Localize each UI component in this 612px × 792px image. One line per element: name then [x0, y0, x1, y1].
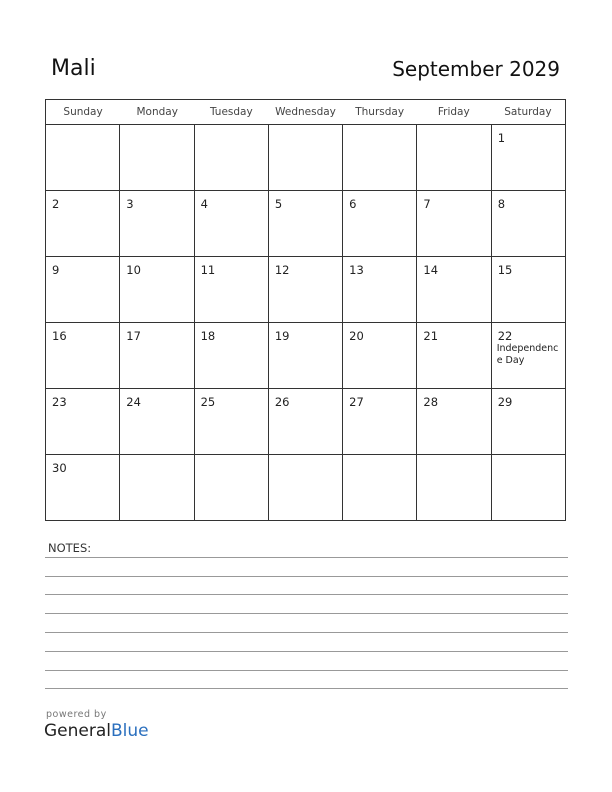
- day-number: 8: [497, 197, 506, 211]
- day-cell: [492, 455, 565, 520]
- day-cell: [195, 323, 269, 388]
- day-cell: [492, 323, 565, 388]
- day-cell: [343, 323, 417, 388]
- day-number: 16: [52, 329, 67, 343]
- week-row: [46, 455, 565, 520]
- weekday-thursday: Thursday: [355, 106, 405, 118]
- day-number: 10: [126, 263, 141, 277]
- day-cell: [269, 455, 343, 520]
- day-cell: [120, 389, 194, 454]
- month-year-title: September 2029: [392, 57, 560, 81]
- day-cell: [46, 455, 120, 520]
- day-cell: [417, 257, 491, 322]
- day-cell: [343, 191, 417, 256]
- day-cell: [195, 191, 269, 256]
- day-number: 27: [349, 395, 364, 409]
- day-number: 30: [52, 461, 67, 475]
- week-row: [46, 323, 565, 389]
- day-cell: [343, 257, 417, 322]
- note-line: [45, 670, 568, 671]
- day-cell: [195, 257, 269, 322]
- day-cell: [343, 125, 417, 190]
- holiday-label: Independence Day: [496, 343, 559, 366]
- calendar-grid: [45, 99, 566, 521]
- day-cell: [46, 191, 120, 256]
- logo-blue-text: Blue: [111, 721, 149, 741]
- note-line: [45, 613, 568, 614]
- day-number: 29: [497, 395, 513, 409]
- day-cell: [492, 389, 565, 454]
- week-row: [46, 191, 565, 257]
- week-row: [46, 257, 565, 323]
- day-number: 28: [423, 395, 439, 409]
- day-number: 12: [274, 263, 290, 277]
- generalblue-logo: [44, 721, 149, 741]
- note-line: [45, 594, 568, 595]
- day-cell: [417, 323, 491, 388]
- day-cell: [269, 389, 343, 454]
- day-number: 17: [126, 329, 141, 343]
- day-number: 24: [126, 395, 141, 409]
- day-cell: [417, 455, 491, 520]
- day-number: 9: [52, 263, 60, 277]
- day-cell: [46, 257, 120, 322]
- day-cell: [269, 257, 343, 322]
- day-cell: [195, 389, 269, 454]
- day-number: 15: [497, 263, 513, 277]
- day-cell: [492, 125, 565, 190]
- weekday-saturday: Saturday: [504, 106, 552, 118]
- note-line: [45, 651, 568, 652]
- day-cell: [343, 389, 417, 454]
- day-cell: [46, 323, 120, 388]
- week-row: [46, 125, 565, 191]
- weekday-wednesday: Wednesday: [275, 106, 336, 118]
- day-number: 20: [349, 329, 364, 343]
- note-line: [45, 576, 568, 577]
- day-number: 26: [274, 395, 290, 409]
- day-number: 13: [349, 263, 364, 277]
- day-cell: [120, 125, 194, 190]
- day-cell: [269, 191, 343, 256]
- day-cell: [417, 389, 491, 454]
- day-cell: [343, 455, 417, 520]
- day-number: 6: [349, 197, 357, 211]
- day-number: 19: [274, 329, 290, 343]
- day-number: 23: [52, 395, 67, 409]
- logo-general-text: General: [44, 721, 111, 741]
- day-number: 14: [423, 263, 439, 277]
- day-number: 11: [200, 263, 216, 277]
- weekday-sunday: Sunday: [63, 106, 103, 118]
- country-title: Mali: [51, 56, 96, 81]
- note-line: [45, 688, 568, 689]
- day-cell: [492, 257, 565, 322]
- day-number: 22: [497, 329, 513, 343]
- powered-by-text: powered by: [46, 709, 107, 720]
- day-number: 25: [200, 395, 216, 409]
- weekday-tuesday: Tuesday: [209, 106, 253, 118]
- weekday-friday: Friday: [437, 106, 470, 118]
- day-cell: [120, 257, 194, 322]
- day-cell: [269, 125, 343, 190]
- day-number: 3: [126, 197, 134, 211]
- day-number: 4: [200, 197, 208, 211]
- day-cell: [195, 455, 269, 520]
- day-cell: [417, 125, 491, 190]
- day-number: 7: [423, 197, 431, 211]
- day-cell: [120, 323, 194, 388]
- week-row: [46, 389, 565, 455]
- day-number: 5: [274, 197, 283, 211]
- day-cell: [417, 191, 491, 256]
- day-number: 21: [423, 329, 439, 343]
- weekday-header-row: [46, 100, 565, 125]
- day-cell: [492, 191, 565, 256]
- day-number: 1: [497, 131, 506, 145]
- note-line: [45, 557, 568, 558]
- day-cell: [46, 125, 120, 190]
- day-cell: [120, 455, 194, 520]
- note-line: [45, 632, 568, 633]
- day-cell: [195, 125, 269, 190]
- day-cell: [269, 323, 343, 388]
- day-cell: [46, 389, 120, 454]
- notes-label: NOTES:: [48, 541, 92, 555]
- weekday-monday: Monday: [136, 106, 178, 118]
- day-number: 18: [200, 329, 216, 343]
- day-cell: [120, 191, 194, 256]
- day-number: 2: [52, 197, 60, 211]
